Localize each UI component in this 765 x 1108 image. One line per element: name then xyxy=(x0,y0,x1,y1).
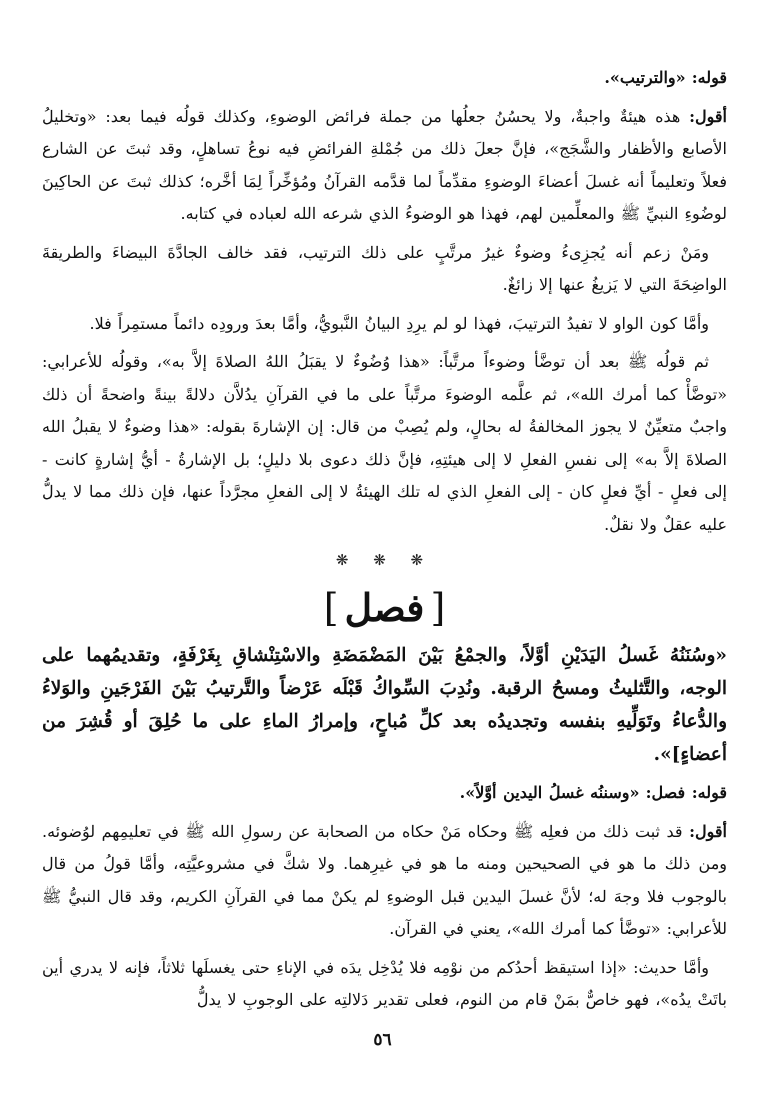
paragraph-text: هذه هيئةٌ واجبةٌ، ولا يحسُنُ جعلُها من جملة فرائض الوضوءِ، وكذلك قولُه فيما بعد: «وتخليلُ الأصابع والأظفار والشَّجَج»، فإنَّ جعلَ ذلك من جُمْلةِ الفرائضِ فيه نوعُ تساهلٍ، وقد ثبتَ عن الشارع فعلاً وتعليماً أنه غسلَ أعضاءَ الوضوءِ مقدِّماً لما قدَّمه القرآنُ ومُؤخِّراً لِمَا أخَّره؛ كذلك ثبتَ عن الحاكِينَ لوضُوءِ النبيِّ ﷺ والمعلِّمين لهم، فهذا هو الوضوءُ الذي شرعه الله لعباده في كتابه. xyxy=(42,106,728,223)
paragraph-6 xyxy=(42,777,727,810)
bracket-right: [ xyxy=(430,586,446,630)
section-separator: ❋ ❋ ❋ xyxy=(335,551,434,569)
paragraph-text: ثم قولُه ﷺ بعد أن توضَّأ وضوءاً مرتَّباً: «هذا وُضُوءٌ لا يقبَلُ اللهُ الصلاةَ إلاَّ به»، وقولُه للأعرابي: «توضَّأْ كما أمرك الله»، ثم علَّمه الوضوءَ مرتَّباً على ما في القرآنِ يدُلاَّن دلالةً بينةً واضحةً أن ذلك واجبٌ متعيِّنٌ لا يجوز المخالفةُ له بحالٍ، ولم يُصِبْ من قال: إن الإشارةَ بقوله: «هذا وضوءٌ لا يقبلُ الله الصلاةَ إلاَّ به» إلى نفسِ الفعلِ لا إلى هيئتِهِ، فإنَّ ذلك دعوى بلا دليلٍ؛ بل الإشارةُ - أيُّ إشارةٍ كانت - إلى فعلٍ - أيِّ فعلٍ كان - إلى الفعلِ الذي له تلك الهيئةُ لا إلى الفعلِ مجرَّداً عنها، فإن ذلك مما لا يدلُّ عليه عقلٌ ولا نقلٌ. xyxy=(42,352,728,534)
paragraph-3 xyxy=(42,237,727,302)
paragraph-lead: قوله: فصل: xyxy=(645,783,727,802)
section-heading: فصل xyxy=(344,585,425,630)
paragraph-8 xyxy=(42,952,727,1017)
paragraph-4 xyxy=(42,308,727,341)
paragraph-lead: قوله: xyxy=(691,68,727,87)
paragraph-text: «وسننُه غسلُ اليدين أوَّلاً». xyxy=(459,783,640,802)
paragraph-7 xyxy=(42,816,727,946)
bracket-left: ] xyxy=(323,586,339,630)
matn-text: «وسُنَنُهُ غَسلُ اليَدَيْنِ أوَّلاً، والجمْعُ بَيْنَ المَضْمَضَةِ والاسْتِنْشاقِ بِغَرْفَةٍ، وتقديمُهما على الوجه، والتَّثليثُ ومسحُ الرقبة. ونُدِبَ السِّواكُ قَبْلَه عَرْضاً والتَّرتيبُ بَيْنَ الفَرْجَينِ والوَلاءُ والدُّعاءُ وتَوَلِّيهِ بنفسه وتجديدُه بعد كلِّ مُباحٍ، وإمرارُ الماءِ على ما حُلِقَ أو قُشِرَ من أعضاءٍ]». xyxy=(42,645,727,765)
paragraph-text: وأمَّا كون الواو لا تفيدُ الترتيبَ، فهذا لو لم يرِدِ البيانُ النَّبويُّ، وأمَّا بعدَ ورودِه دائماً مستمِراً فلا. xyxy=(89,313,709,333)
paragraph-5 xyxy=(42,346,727,541)
page-number: ٥٦ xyxy=(373,1030,392,1050)
paragraph-text: ومَنْ زعم أنه يُجزِىءُ وضوءٌ غيرُ مرتَّبٍ على ذلك الترتيب، فقد خالف الجادَّةَ البيضاءَ والطريقةَ الواضِحَةَ التي لا يَزيغُ عنها إلا زائغٌ. xyxy=(42,242,727,294)
section-heading-block xyxy=(42,585,727,631)
paragraph-lead: أقول: xyxy=(689,106,727,126)
paragraph-lead: أقول: xyxy=(689,821,727,841)
paragraph-text: قد ثبت ذلك من فعلِه ﷺ وحكاه مَنْ حكاه من الصحابة عن رسولِ الله ﷺ في تعليمِهم لوُضوئه. ومن ذلك ما هو في الصحيحين ومنه ما هو في غيرِهما. ولا شكَّ في مشروعيَّتِه، وأمَّا قولُ من قال بالوجوب فلا وجهَ له؛ لأنَّ غسلَ اليدين قبل الوضوءِ لم يكنْ مما في القرآنِ الكريم، وقد قال النبيُّ ﷺ للأعرابي: «توضَّأ كما أمرك الله»، يعني في القرآن. xyxy=(42,821,727,938)
paragraph-text: وأمَّا حديث: «إذا استيقظ أحدُكم من نوْمِه فلا يُدْخِل يدَه في الإناءِ حتى يغسلَها ثلاثاً، فإنه لا يدري أين باتَتْ يدُه»، فهو خاصٌّ بمَنْ قام من النوم، فعلى تقدير دَلالتِه على الوجوبِ لا يدلُّ xyxy=(42,957,727,1009)
paragraph-text: «والترتيب». xyxy=(604,68,686,87)
paragraph-2 xyxy=(42,101,727,231)
paragraph-1 xyxy=(42,62,727,95)
